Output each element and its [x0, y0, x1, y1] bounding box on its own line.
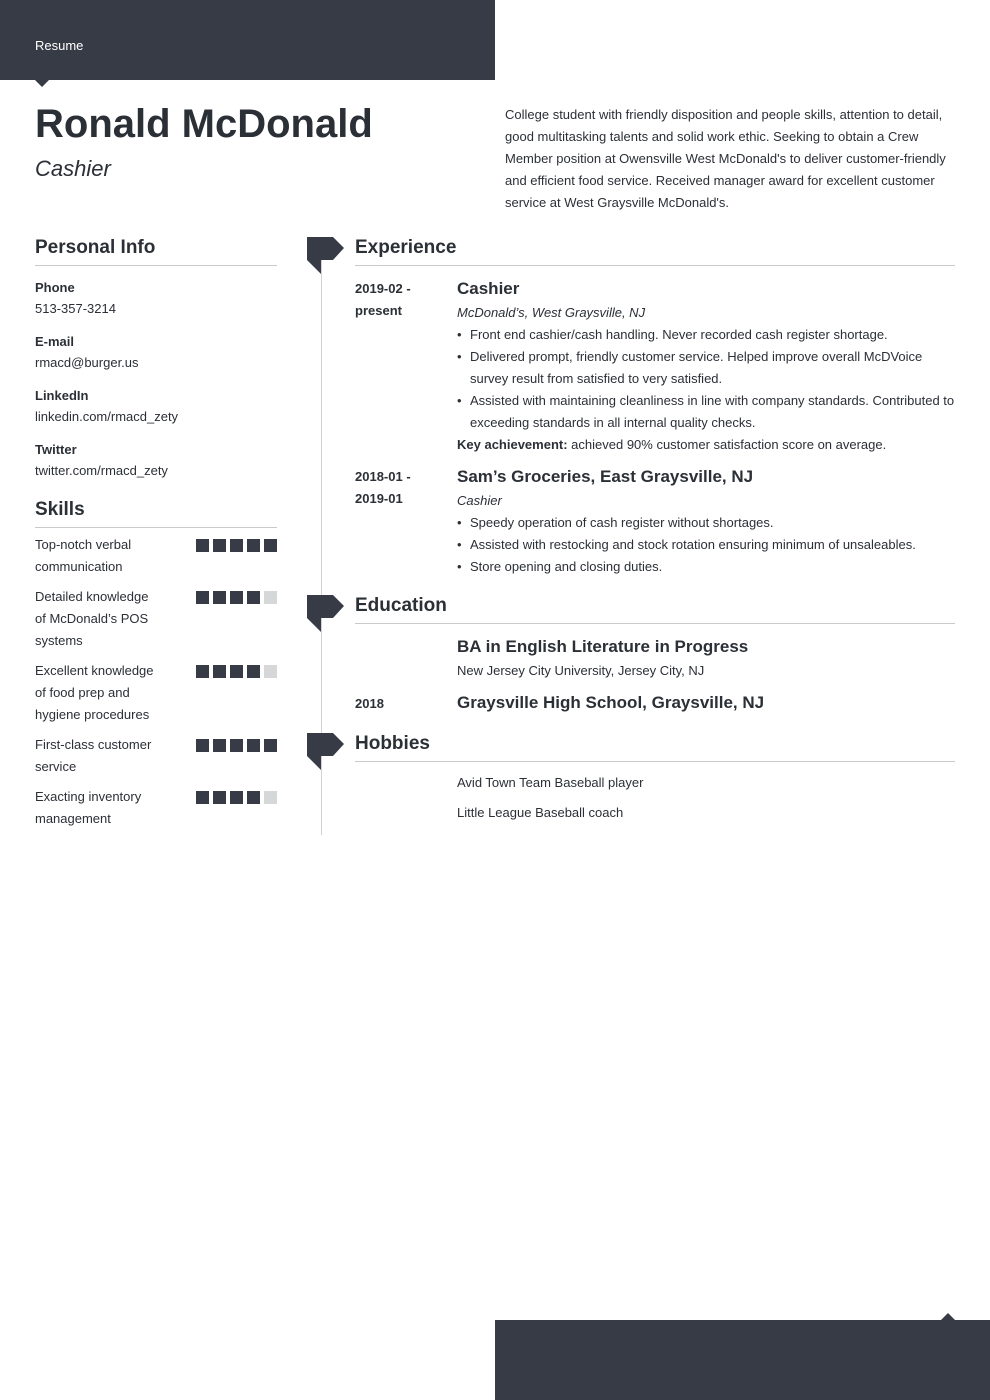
- skill-level-filled: [247, 591, 260, 604]
- school-detail: New Jersey City University, Jersey City, NJ: [457, 663, 705, 678]
- skills-list: [35, 534, 277, 830]
- skill-name: First-class customer service: [35, 737, 152, 774]
- list-item: • Delivered prompt, friendly customer service. Helped improve overall McDVoice survey result from satisfied to very satisfied.: [457, 346, 955, 390]
- skill-level-filled: [230, 539, 243, 552]
- list-item: Little League Baseball coach: [457, 805, 624, 820]
- job-role: Cashier: [457, 493, 502, 508]
- skill-level-filled: [230, 665, 243, 678]
- skill-rating: [196, 665, 277, 678]
- skill-item: [35, 734, 277, 778]
- skill-level-filled: [230, 791, 243, 804]
- date-end: 2019-01: [355, 491, 403, 506]
- skill-level-empty: [264, 791, 277, 804]
- skill-level-empty: [264, 591, 277, 604]
- entry-body: [457, 692, 955, 718]
- skill-level-filled: [247, 665, 260, 678]
- skill-rating: [196, 591, 277, 604]
- info-item-linkedin: [35, 386, 277, 428]
- skill-name: Detailed knowledge of McDonald’s POS systems: [35, 589, 149, 648]
- job-duties: [457, 512, 955, 578]
- entry-date: 2018: [355, 696, 384, 711]
- header-bar: [0, 0, 495, 80]
- entry-date: [355, 278, 457, 456]
- header-label: Resume: [35, 38, 84, 53]
- achievement-label: Key achievement:: [457, 437, 568, 452]
- twitter-value: twitter.com/rmacd_zety: [35, 463, 168, 478]
- education-heading: Education: [355, 595, 955, 624]
- hobbies-entry: [355, 772, 955, 832]
- list-item: • Store opening and closing duties.: [457, 556, 955, 578]
- skills-heading: Skills: [35, 499, 277, 528]
- education-section: [355, 595, 955, 718]
- skill-rating: [196, 539, 277, 552]
- skill-item: [35, 660, 277, 726]
- skill-rating: [196, 739, 277, 752]
- experience-entry: [355, 466, 955, 578]
- skill-rating: [196, 791, 277, 804]
- section-flag-icon: [307, 595, 344, 633]
- skill-level-filled: [230, 591, 243, 604]
- header-notch: [35, 80, 49, 87]
- skill-level-filled: [264, 739, 277, 752]
- hobbies-section: [355, 733, 955, 832]
- experience-entry: [355, 278, 955, 456]
- job-title: Sam’s Groceries, East Graysville, NJ: [457, 467, 754, 486]
- skill-level-filled: [196, 665, 209, 678]
- skill-name: Exacting inventory management: [35, 789, 142, 826]
- info-label: Phone: [35, 280, 75, 295]
- hobbies-list: [457, 772, 955, 832]
- key-achievement: [457, 434, 955, 456]
- person-title: Cashier: [35, 156, 111, 181]
- education-entry: [355, 636, 955, 680]
- info-label: LinkedIn: [35, 388, 89, 403]
- list-item: • Speedy operation of cash register without shortages.: [457, 512, 955, 534]
- skill-level-filled: [213, 791, 226, 804]
- linkedin-value: linkedin.com/rmacd_zety: [35, 409, 179, 424]
- skill-name: Excellent knowledge of food prep and hygiene procedures: [35, 663, 154, 722]
- job-duties: [457, 324, 955, 434]
- skill-name: Top-notch verbal communication: [35, 537, 132, 574]
- list-item: Avid Town Team Baseball player: [457, 775, 644, 790]
- entry-date: [355, 636, 457, 680]
- job-employer: McDonald’s, West Graysville, NJ: [457, 305, 646, 320]
- job-title: Cashier: [457, 279, 520, 298]
- list-item: • Front end cashier/cash handling. Never recorded cash register shortage.: [457, 324, 955, 346]
- skill-level-filled: [213, 539, 226, 552]
- education-entry: [355, 692, 955, 718]
- entry-body: [457, 636, 955, 680]
- skill-item: [35, 786, 277, 830]
- skill-item: [35, 586, 277, 652]
- info-label: E-mail: [35, 334, 75, 349]
- hobbies-heading: Hobbies: [355, 733, 955, 762]
- section-flag-icon: [307, 237, 344, 275]
- date-start: 2018-01 -: [355, 469, 411, 484]
- list-item: • Assisted with maintaining cleanliness in line with company standards. Contributed to exceeding standards in all internal quality checks.: [457, 390, 955, 434]
- skill-level-filled: [247, 539, 260, 552]
- person-name: Ronald McDonald: [35, 102, 373, 146]
- experience-heading: Experience: [355, 237, 955, 266]
- info-item-email: [35, 332, 277, 374]
- skill-level-filled: [247, 739, 260, 752]
- email-value: rmacd@burger.us: [35, 355, 139, 370]
- date-start: 2019-02 -: [355, 281, 411, 296]
- info-label: Twitter: [35, 442, 77, 457]
- personal-info-list: [35, 278, 277, 482]
- info-item-twitter: [35, 440, 277, 482]
- skill-level-filled: [196, 739, 209, 752]
- skill-level-filled: [213, 665, 226, 678]
- entry-date-spacer: [355, 772, 457, 832]
- skill-level-filled: [213, 739, 226, 752]
- info-item-phone: [35, 278, 277, 320]
- entry-date: [355, 466, 457, 578]
- date-end: present: [355, 303, 402, 318]
- skill-level-filled: [213, 591, 226, 604]
- footer-notch: [941, 1313, 955, 1320]
- left-column: [35, 237, 277, 838]
- summary: College student with friendly disposition and people skills, attention to detail, good multitasking talents and solid work ethic. Seeking to obtain a Crew Member position at Owensville West McDonald's to deliver customer-friendly and efficient food service. Received manager award for excellent customer service at West Graysville McDonald's.: [505, 107, 946, 210]
- skill-level-filled: [196, 791, 209, 804]
- skill-level-filled: [264, 539, 277, 552]
- experience-section: [355, 237, 955, 578]
- skill-level-empty: [264, 665, 277, 678]
- skill-level-filled: [247, 791, 260, 804]
- section-flag-icon: [307, 733, 344, 771]
- skill-level-filled: [230, 739, 243, 752]
- school-title: Graysville High School, Graysville, NJ: [457, 693, 765, 712]
- skill-item: [35, 534, 277, 578]
- entry-body: [457, 278, 955, 456]
- footer-bar: [495, 1320, 990, 1400]
- degree-title: BA in English Literature in Progress: [457, 637, 749, 656]
- skill-level-filled: [196, 591, 209, 604]
- skill-level-filled: [196, 539, 209, 552]
- phone-value: 513-357-3214: [35, 301, 116, 316]
- list-item: • Assisted with restocking and stock rotation ensuring minimum of unsaleables.: [457, 534, 955, 556]
- personal-info-heading: Personal Info: [35, 237, 277, 266]
- achievement-text: achieved 90% customer satisfaction score on average.: [567, 437, 887, 452]
- entry-body: [457, 466, 955, 578]
